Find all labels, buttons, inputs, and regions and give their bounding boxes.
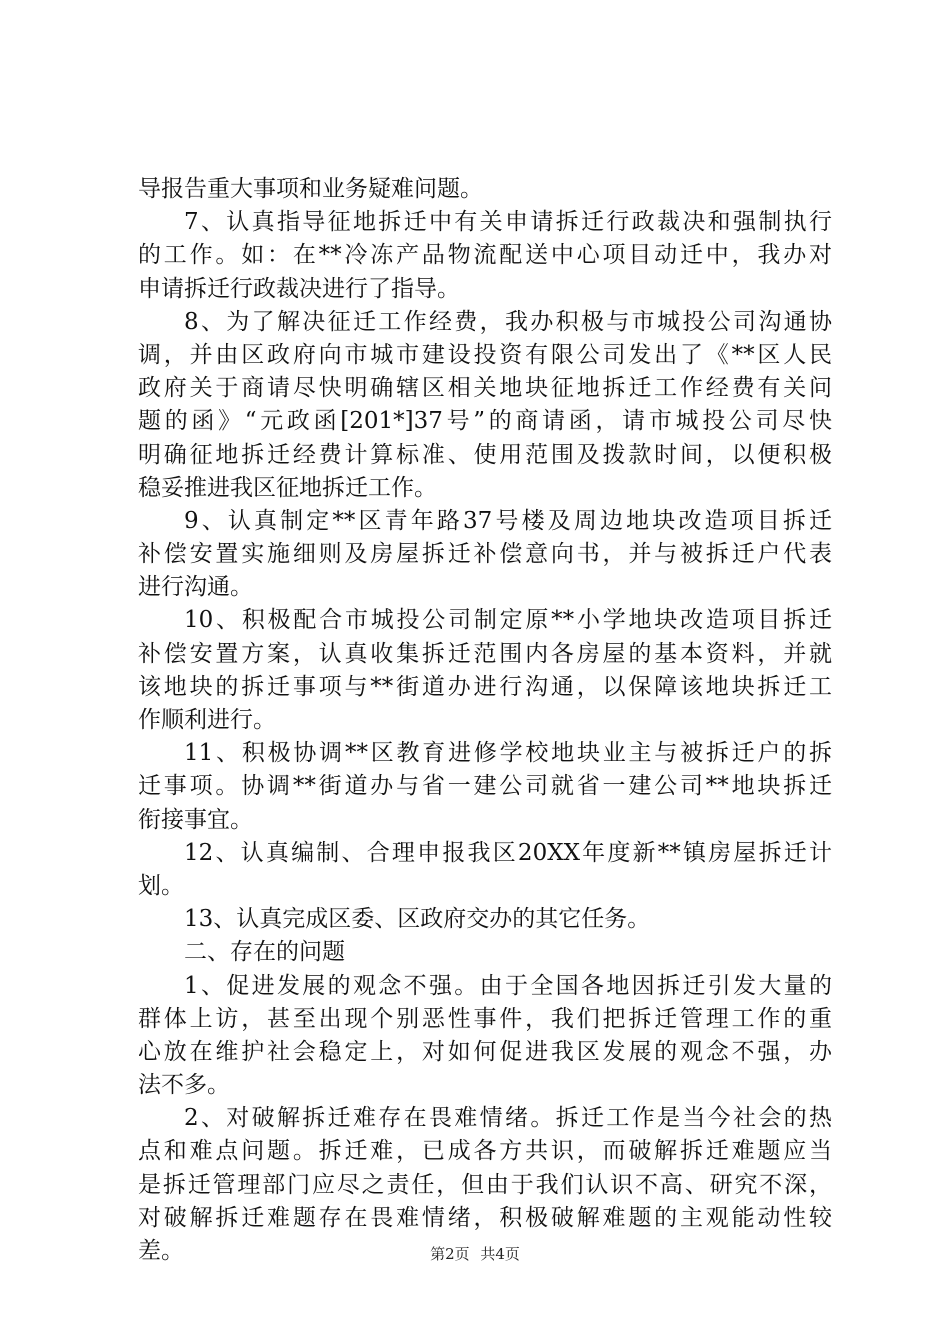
text-line: 群体上访，甚至出现个别恶性事件，我们把拆迁管理工作的重 (138, 1005, 832, 1032)
text-line: 9、认真制定**区青年路37号楼及周边地块改造项目拆迁 (184, 507, 832, 534)
text-line: 衔接事宜。 (138, 806, 253, 833)
text-line: 作顺利进行。 (138, 707, 276, 733)
text-line: 补偿安置实施细则及房屋拆迁补偿意向书，并与被拆迁户代表 (138, 541, 832, 568)
text-line: 的工作。如：在**冷冻产品物流配送中心项目动迁中，我办对 (138, 242, 832, 269)
text-line: 13、认真完成区委、区政府交办的其它任务。 (184, 906, 651, 933)
text-line: 申请拆迁行政裁决进行了指导。 (138, 275, 460, 302)
text-line: 进行沟通。 (138, 574, 253, 601)
text-line: 政府关于商请尽快明确辖区相关地块征地拆迁工作经费有关问 (138, 375, 832, 402)
text-line: 是拆迁管理部门应尽之责任，但由于我们认识不高、研究不深， (138, 1171, 832, 1198)
text-line: 点和难点问题。拆迁难，已成各方共识，而破解拆迁难题应当 (138, 1138, 832, 1165)
text-line: 明确征地拆迁经费计算标准、使用范围及拨款时间，以便积极 (138, 441, 832, 468)
text-line: 8、为了解决征迁工作经费，我办积极与市城投公司沟通协 (184, 308, 832, 335)
text-line: 心放在维护社会稳定上，对如何促进我区发展的观念不强，办 (138, 1038, 832, 1065)
text-line: 迁事项。协调**街道办与省一建公司就省一建公司**地块拆迁 (138, 773, 832, 800)
text-line: 调，并由区政府向市城市建设投资有限公司发出了《**区人民 (138, 341, 832, 368)
text-line: 稳妥推进我区征地拆迁工作。 (138, 474, 437, 501)
document-body (138, 173, 832, 1268)
text-line: 二、存在的问题 (184, 939, 345, 966)
text-line: 法不多。 (138, 1072, 230, 1099)
text-line: 对破解拆迁难题存在畏难情绪，积极破解难题的主观能动性较 (138, 1204, 832, 1231)
text-line: 12、认真编制、合理申报我区20XX年度新**镇房屋拆迁计 (184, 839, 832, 866)
page-number: 第2页 (430, 1245, 470, 1263)
text-line: 11、积极协调**区教育进修学校地块业主与被拆迁户的拆 (184, 740, 832, 767)
text-line: 补偿安置方案，认真收集拆迁范围内各房屋的基本资料，并就 (138, 640, 832, 667)
page-footer (0, 1244, 950, 1264)
text-line: 题的函》“元政函[201*]37号”的商请函，请市城投公司尽快 (138, 408, 832, 435)
text-line: 导报告重大事项和业务疑难问题。 (138, 176, 483, 202)
text-line: 7、认真指导征地拆迁中有关申请拆迁行政裁决和强制执行 (184, 209, 832, 236)
text-line: 2、对破解拆迁难存在畏难情绪。拆迁工作是当今社会的热 (184, 1105, 832, 1132)
text-line: 该地块的拆迁事项与**街道办进行沟通，以保障该地块拆迁工 (138, 673, 832, 700)
text-line: 1、促进发展的观念不强。由于全国各地因拆迁引发大量的 (184, 972, 832, 999)
text-line: 划。 (138, 872, 184, 899)
page-total: 共4页 (480, 1245, 520, 1263)
text-line: 差。 (138, 1238, 184, 1264)
text-line: 10、积极配合市城投公司制定原**小学地块改造项目拆迁 (184, 607, 832, 634)
